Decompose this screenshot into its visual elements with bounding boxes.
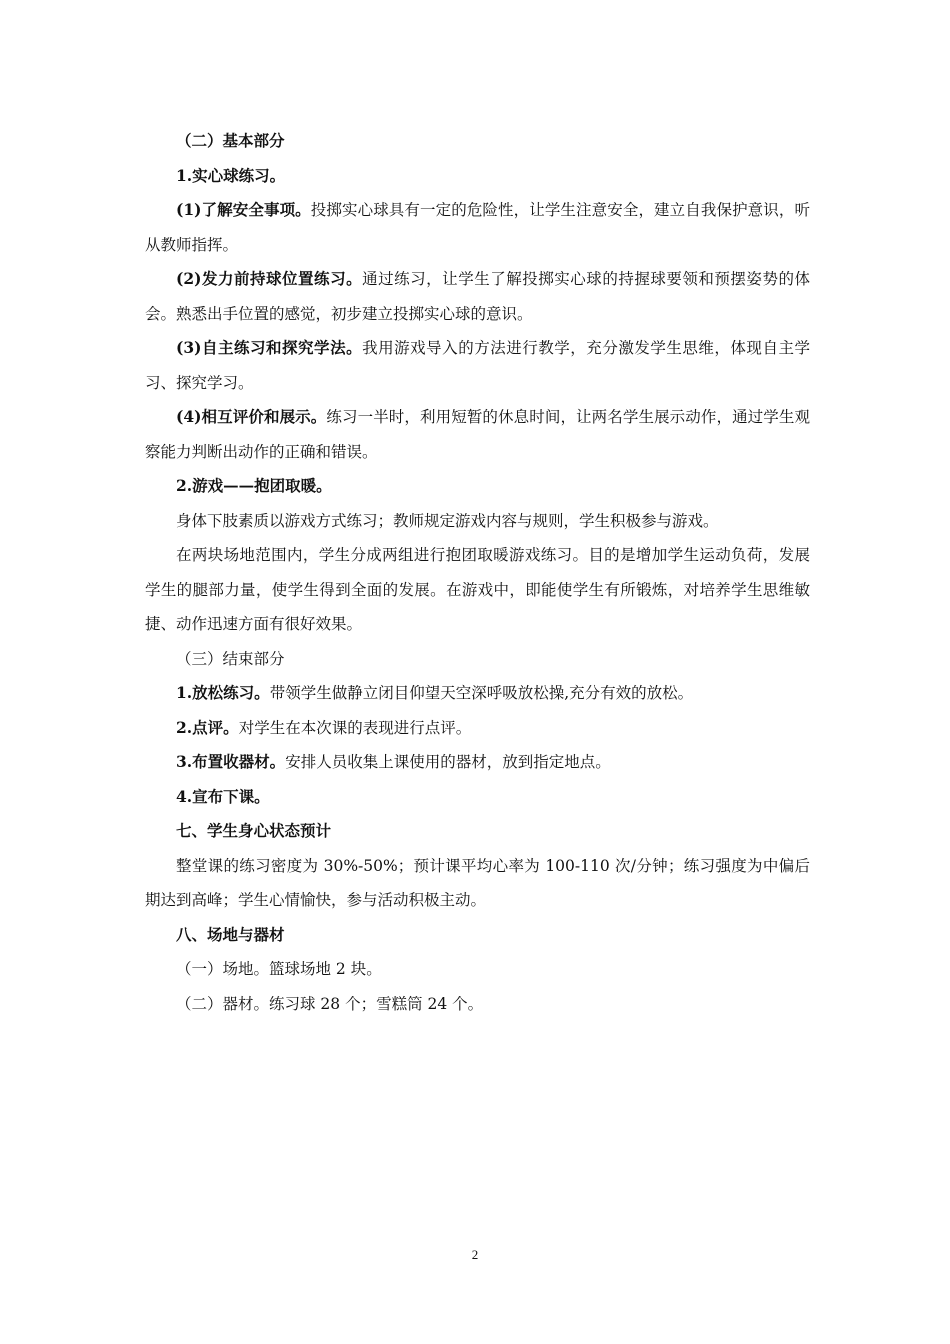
section-heading-eight: 八、场地与器材 [176, 924, 285, 944]
text-equipment-collect: 安排人员收集上课使用的器材，放到指定地点。 [285, 753, 611, 771]
document-body [145, 124, 810, 1021]
section-heading-basic: （二）基本部分 [176, 131, 285, 150]
paragraph-grip-position [145, 262, 810, 331]
page-number: 2 [471, 1247, 479, 1262]
section-heading-seven: 七、学生身心状态预计 [176, 821, 332, 840]
lead-dismiss: 4.宣布下课。 [176, 786, 270, 806]
paragraph-safety [145, 193, 810, 262]
text-comment: 对学生在本次课的表现进行点评。 [238, 718, 472, 737]
lead-safety: (1)了解安全事项。 [176, 200, 311, 219]
item-heading-medicine-ball: 1.实心球练习。 [176, 165, 286, 185]
paragraph-equipment: （二）器材。练习球 28 个；雪糕筒 24 个。 [176, 994, 484, 1013]
lead-relax: 1.放松练习。 [176, 683, 270, 702]
paragraph-venue: （一）场地。篮球场地 2 块。 [176, 960, 382, 978]
paragraph-game-purpose: 在两块场地范围内，学生分成两组进行抱团取暖游戏练习。目的是增加学生运动负荷，发展学生的腿部力量，使学生得到全面的发展。在游戏中，即能使学生有所锻炼，对培养学生思维敏捷、动作迅速方面有很好效果。 [145, 546, 810, 633]
item-heading-game: 2.游戏——抱团取暖。 [176, 476, 332, 495]
text-peer-review: 练习一半时，利用短暂的休息时间，让两名学生展示动作，通过学生观察能力判断出动作的正确和错误。 [145, 408, 810, 461]
text-safety: 投掷实心球具有一定的危险性，让学生注意安全，建立自我保护意识，听从教师指挥。 [145, 201, 810, 254]
text-self-practice: 我用游戏导入的方法进行教学，充分激发学生思维，体现自主学习、探究学习。 [145, 339, 810, 392]
paragraph-peer-review [145, 400, 810, 469]
lead-equipment-collect: 3.布置收器材。 [176, 752, 286, 771]
lead-comment: 2.点评。 [176, 717, 239, 737]
lead-self-practice: (3)自主练习和探究学法。 [176, 338, 363, 357]
text-relax: 带领学生做静立闭目仰望天空深呼吸放松操,充分有效的放松。 [269, 684, 694, 702]
lead-peer-review: (4)相互评价和展示。 [176, 407, 327, 426]
text-grip-position: 通过练习，让学生了解投掷实心球的持握球要领和预摆姿势的体会。熟悉出手位置的感觉，初步建立投掷实心球的意识。 [145, 270, 810, 323]
lead-grip-position: (2)发力前持球位置练习。 [176, 269, 363, 288]
paragraph-game-rules: 身体下肢素质以游戏方式练习；教师规定游戏内容与规则，学生积极参与游戏。 [176, 511, 719, 530]
paragraph-comment [145, 711, 810, 746]
paragraph-dismiss [145, 780, 810, 815]
paragraph-body-mind-state: 整堂课的练习密度为 30%-50%；预计课平均心率为 100-110 次/分钟；练习强度为中偏后期达到高峰；学生心情愉快，参与活动积极主动。 [145, 856, 810, 909]
paragraph-equipment-collect [145, 745, 810, 780]
paragraph-self-practice [145, 331, 810, 400]
paragraph-relax [145, 676, 810, 711]
section-heading-ending: （三）结束部分 [176, 649, 285, 668]
